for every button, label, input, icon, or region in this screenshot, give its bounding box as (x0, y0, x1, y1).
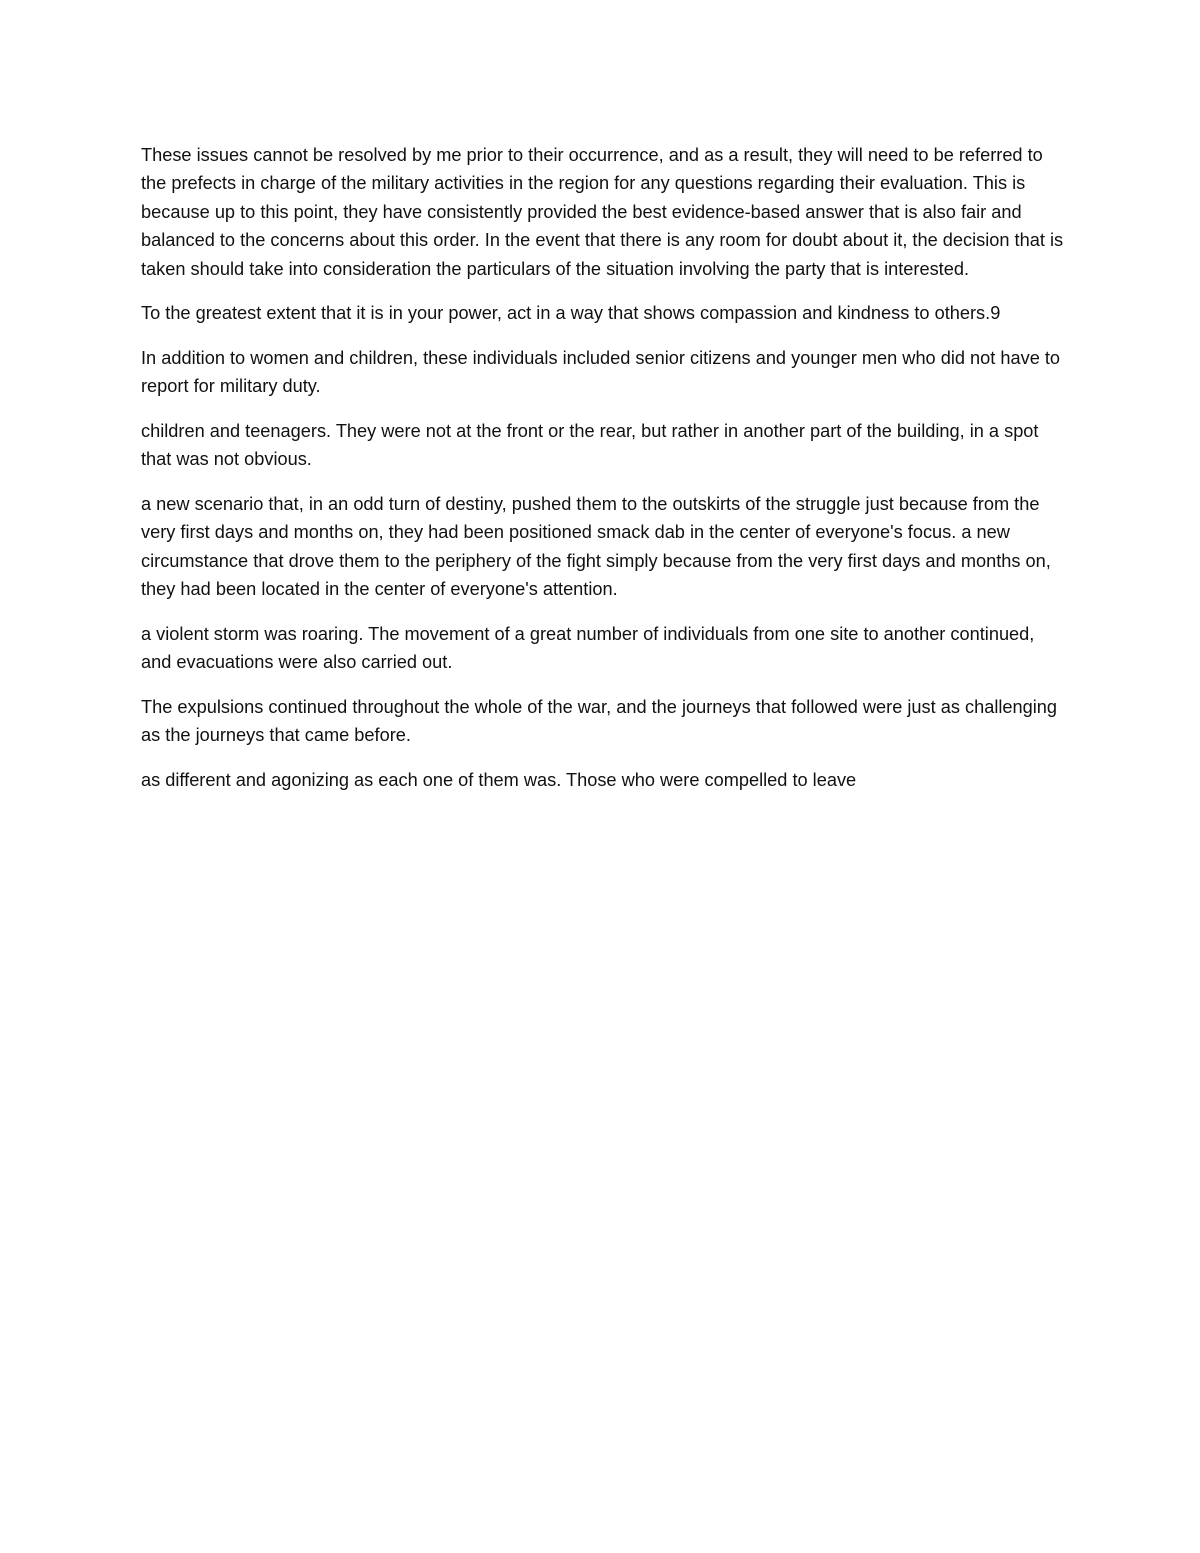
document-body (141, 141, 1066, 810)
paragraph: To the greatest extent that it is in your power, act in a way that shows compassion and kindness to others.9 (141, 303, 1001, 324)
paragraph: The expulsions continued throughout the whole of the war, and the journeys that followed were just as challenging as the journeys that came before. (141, 696, 1058, 746)
paragraph: a violent storm was roaring. The movement of a great number of individuals from one site to another continued, and evacuations were also carried out. (141, 623, 1035, 673)
paragraph: as different and agonizing as each one of them was. Those who were compelled to leave (141, 769, 857, 790)
paragraph: In addition to women and children, these individuals included senior citizens and younger men who did not have to report for military duty. (141, 347, 1061, 397)
paragraph: children and teenagers. They were not at the front or the rear, but rather in another part of the building, in a spot that was not obvious. (141, 420, 1039, 470)
paragraph: a new scenario that, in an odd turn of destiny, pushed them to the outskirts of the struggle just because from the very first days and months on, they had been positioned smack dab in the center of everyone's focus. a new circumstance that drove them to the periphery of the fight simply because from the very first days and months on, they had been located in the center of everyone's attention. (141, 493, 1051, 600)
paragraph: These issues cannot be resolved by me prior to their occurrence, and as a result, they will need to be referred to the prefects in charge of the military activities in the region for any questions regarding their evaluation. This is because up to this point, they have consistently provided the best evidence-based answer that is also fair and balanced to the concerns about this order. In the event that there is any room for doubt about it, the decision that is taken should take into consideration the particulars of the situation involving the party that is interested. (141, 145, 1064, 279)
